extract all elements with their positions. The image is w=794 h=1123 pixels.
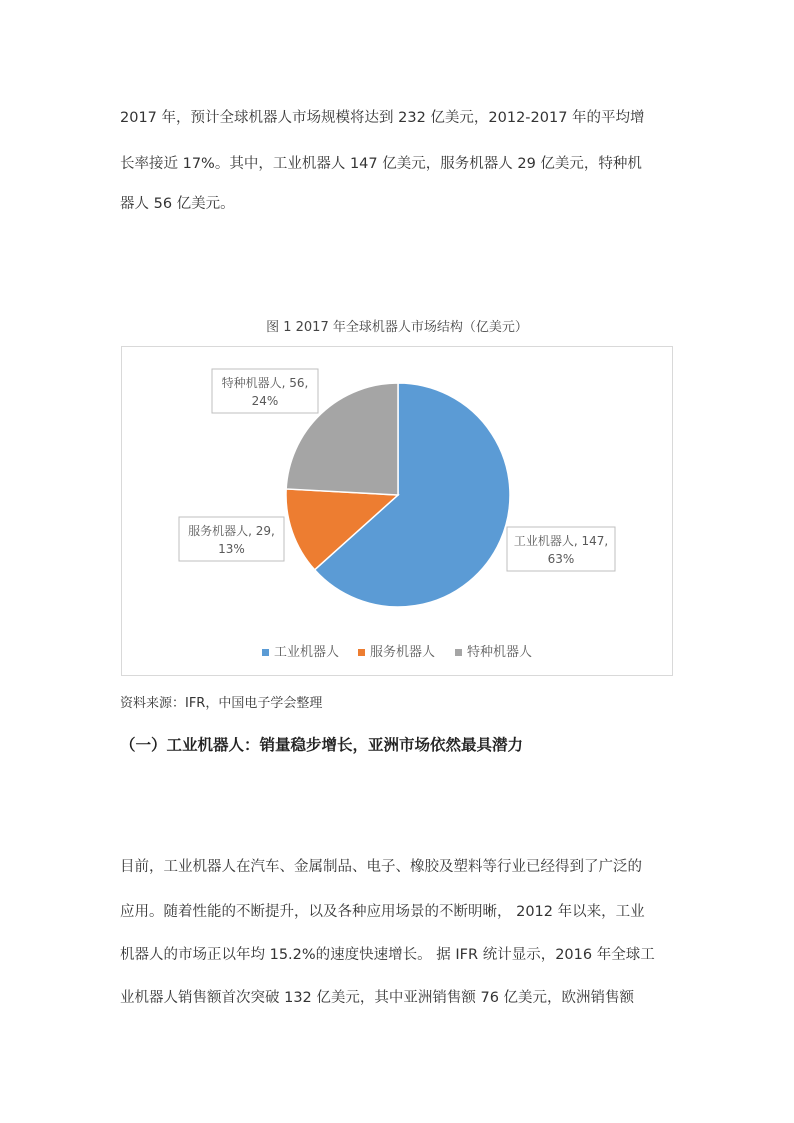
intro-line: 2017 年，预计全球机器人市场规模将达到 232 亿美元，2012-2017 年的平均增 <box>120 110 645 126</box>
body-line: 应用。随着性能的不断提升，以及各种应用场景的不断明晰， 2012 年以来，工业 <box>120 904 645 920</box>
figure-caption: 图 1 2017 年全球机器人市场结构（亿美元） <box>266 320 528 335</box>
pie-chart <box>122 347 674 677</box>
body-line: 目前，工业机器人在汽车、金属制品、电子、橡胶及塑料等行业已经得到了广泛的 <box>120 859 642 875</box>
intro-line: 长率接近 17%。其中，工业机器人 147 亿美元，服务机器人 29 亿美元，特种机 <box>120 156 642 172</box>
data-label-percent: 24% <box>251 394 279 408</box>
legend-swatch <box>262 649 269 656</box>
intro-line: 器人 56 亿美元。 <box>120 196 235 212</box>
section-heading: （一）工业机器人：销量稳步增长，亚洲市场依然最具潜力 <box>120 736 524 754</box>
legend-label: 特种机器人 <box>467 645 533 660</box>
data-label-text: 特种机器人, 56, <box>221 376 309 390</box>
legend-swatch <box>455 649 462 656</box>
legend-swatch <box>358 649 365 656</box>
data-label-special <box>212 369 318 413</box>
data-label-industrial <box>507 527 615 571</box>
data-label-percent: 63% <box>547 552 575 566</box>
body-line: 机器人的市场正以年均 15.2%的速度快速增长。 据 IFR 统计显示，2016 年全球工 <box>120 947 655 963</box>
body-line: 业机器人销售额首次突破 132 亿美元，其中亚洲销售额 76 亿美元，欧洲销售额 <box>120 990 635 1006</box>
data-label-text: 服务机器人, 29, <box>188 524 275 538</box>
figure-source: 资料来源：IFR，中国电子学会整理 <box>120 696 323 711</box>
legend-label: 工业机器人 <box>274 645 340 660</box>
data-label-text: 工业机器人, 147, <box>513 534 609 548</box>
pie-chart-frame <box>121 346 673 676</box>
data-label-service <box>179 517 284 561</box>
data-label-percent: 13% <box>218 542 245 556</box>
legend-label: 服务机器人 <box>370 645 436 660</box>
